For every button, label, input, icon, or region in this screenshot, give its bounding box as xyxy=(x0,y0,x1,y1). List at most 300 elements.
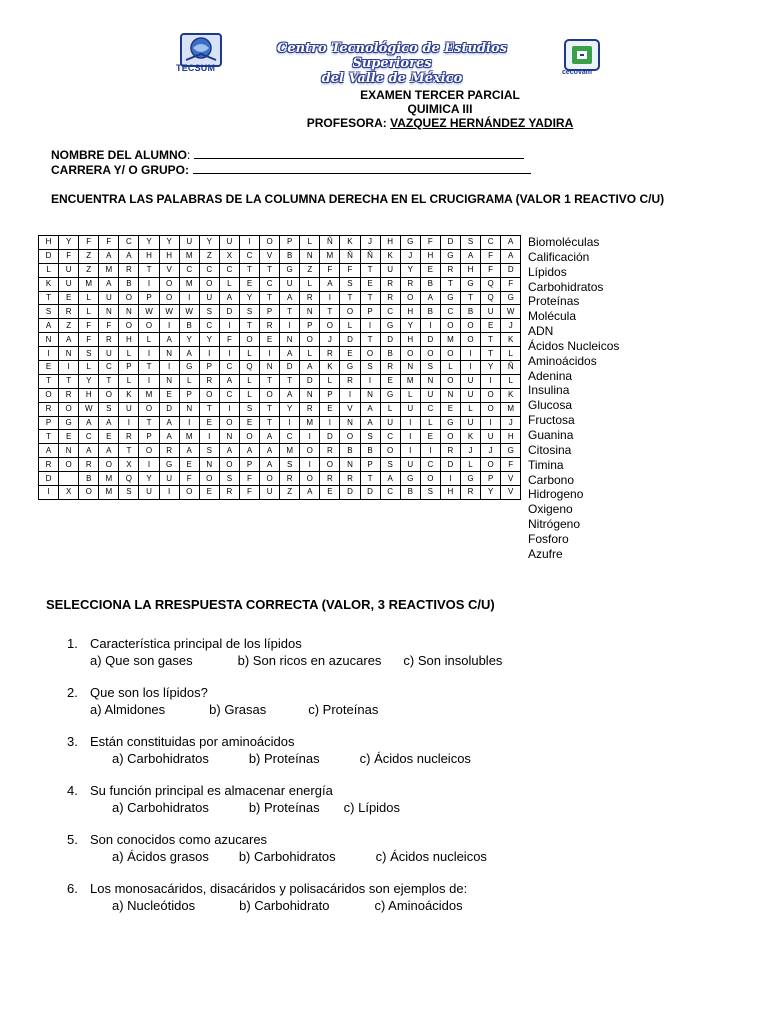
grid-cell: O xyxy=(239,333,259,347)
grid-cell: S xyxy=(39,305,59,319)
grid-cell: S xyxy=(239,305,259,319)
grid-cell: U xyxy=(159,472,179,486)
grid-row xyxy=(39,444,521,458)
grid-cell: N xyxy=(199,458,219,472)
grid-cell: E xyxy=(39,361,59,375)
grid-cell: O xyxy=(119,319,139,333)
grid-cell: E xyxy=(320,402,340,416)
grid-cell: O xyxy=(440,347,460,361)
answer-option[interactable]: b) Carbohidratos xyxy=(238,848,336,864)
grid-cell: Ñ xyxy=(320,236,340,250)
grid-cell: L xyxy=(300,236,320,250)
grid-cell: C xyxy=(440,305,460,319)
question-text: Que son los lípidos? xyxy=(90,685,208,700)
grid-cell: O xyxy=(159,277,179,291)
grid-cell: A xyxy=(360,402,380,416)
grid-cell: M xyxy=(179,430,199,444)
grid-row xyxy=(39,388,521,402)
question-number: 1. xyxy=(67,636,78,651)
question-stem xyxy=(67,783,502,800)
grid-cell: R xyxy=(219,486,239,500)
grid-cell: A xyxy=(501,249,521,263)
grid-cell: T xyxy=(460,291,480,305)
grid-cell: V xyxy=(159,263,179,277)
grid-cell: H xyxy=(139,249,159,263)
grid-cell: U xyxy=(400,458,420,472)
grid-cell: D xyxy=(320,430,340,444)
grid-cell: A xyxy=(99,416,119,430)
word-list-item: Ácidos Nucleicos xyxy=(528,338,620,353)
grid-cell: I xyxy=(260,347,280,361)
grid-cell: I xyxy=(119,416,139,430)
grid-cell: F xyxy=(99,236,119,250)
grid-cell: X xyxy=(59,486,79,500)
grid-cell: N xyxy=(219,430,239,444)
answer-option[interactable]: c) Lípidos xyxy=(343,799,401,815)
grid-cell: T xyxy=(280,305,300,319)
grid-cell: D xyxy=(159,402,179,416)
grid-cell: E xyxy=(481,319,501,333)
question-stem xyxy=(67,636,502,653)
grid-cell: A xyxy=(280,347,300,361)
grid-cell: I xyxy=(420,444,440,458)
grid-cell: U xyxy=(219,236,239,250)
grid-cell: F xyxy=(179,472,199,486)
grid-cell: M xyxy=(320,249,340,263)
grid-cell: L xyxy=(440,361,460,375)
grid-cell: G xyxy=(440,416,460,430)
question-options xyxy=(67,800,502,817)
grid-cell: I xyxy=(159,319,179,333)
grid-cell: I xyxy=(199,430,219,444)
grid-cell: U xyxy=(481,430,501,444)
grid-cell: Q xyxy=(481,277,501,291)
grid-cell: O xyxy=(79,486,99,500)
grid-cell: C xyxy=(380,486,400,500)
grid-cell: I xyxy=(400,416,420,430)
grid-cell: J xyxy=(501,416,521,430)
grid-cell: N xyxy=(440,388,460,402)
grid-cell: O xyxy=(139,444,159,458)
grid-cell: P xyxy=(260,305,280,319)
grid-cell: C xyxy=(260,277,280,291)
grid-cell: L xyxy=(239,388,259,402)
grid-cell: T xyxy=(119,444,139,458)
grid-cell: M xyxy=(501,402,521,416)
grid-cell: A xyxy=(219,291,239,305)
grid-cell: Y xyxy=(239,291,259,305)
group-field xyxy=(51,162,531,177)
grid-cell: Y xyxy=(481,486,501,500)
grid-cell: U xyxy=(460,416,480,430)
grid-cell: G xyxy=(280,263,300,277)
grid-cell: A xyxy=(159,416,179,430)
grid-cell: C xyxy=(280,430,300,444)
grid-cell: L xyxy=(79,305,99,319)
grid-cell: R xyxy=(380,291,400,305)
grid-cell: R xyxy=(159,444,179,458)
grid-cell: U xyxy=(460,388,480,402)
grid-cell: A xyxy=(119,249,139,263)
grid-cell: H xyxy=(159,249,179,263)
answer-option[interactable]: a) Ácidos grasos xyxy=(112,848,209,864)
answer-option[interactable]: b) Carbohidrato xyxy=(239,897,330,913)
grid-cell: M xyxy=(179,277,199,291)
grid-cell: F xyxy=(79,236,99,250)
grid-cell: O xyxy=(300,444,320,458)
grid-cell: R xyxy=(300,402,320,416)
grid-cell: H xyxy=(380,236,400,250)
grid-cell: G xyxy=(400,472,420,486)
grid-cell: P xyxy=(199,361,219,375)
grid-cell: E xyxy=(360,277,380,291)
grid-cell: A xyxy=(179,347,199,361)
grid-cell: U xyxy=(119,402,139,416)
grid-cell: O xyxy=(39,388,59,402)
grid-cell: S xyxy=(420,361,440,375)
grid-cell: T xyxy=(199,402,219,416)
grid-cell: U xyxy=(260,486,280,500)
grid-cell: F xyxy=(481,263,501,277)
grid-cell: S xyxy=(239,402,259,416)
answer-option[interactable]: a) Nucleótidos xyxy=(112,897,196,913)
grid-cell: C xyxy=(179,263,199,277)
wordsearch-instruction: ENCUENTRA LAS PALABRAS DE LA COLUMNA DERECHA EN EL CRUCIGRAMA (VALOR 1 REACTIVO C/U) xyxy=(51,192,665,206)
grid-cell: O xyxy=(460,333,480,347)
grid-cell: R xyxy=(320,347,340,361)
question-item xyxy=(67,685,502,718)
word-list-item: Adenina xyxy=(528,368,573,383)
grid-cell: Q xyxy=(119,472,139,486)
grid-cell: D xyxy=(340,333,360,347)
grid-cell: O xyxy=(440,374,460,388)
grid-cell: U xyxy=(280,277,300,291)
grid-cell: I xyxy=(440,472,460,486)
grid-cell: Ñ xyxy=(360,249,380,263)
grid-cell: I xyxy=(139,347,159,361)
answer-option[interactable]: a) Almidones xyxy=(90,701,166,717)
grid-cell: F xyxy=(320,263,340,277)
grid-cell: N xyxy=(159,347,179,361)
word-list-item: Fosforo xyxy=(528,531,569,546)
grid-cell: Y xyxy=(59,236,79,250)
answer-option[interactable]: c) Aminoácidos xyxy=(374,897,463,913)
grid-cell: O xyxy=(239,430,259,444)
word-list-item: Insulina xyxy=(528,383,570,398)
grid-cell: G xyxy=(440,291,460,305)
exam-title: EXAMEN TERCER PARCIAL xyxy=(360,88,520,102)
question-stem xyxy=(67,832,502,849)
grid-cell: T xyxy=(340,291,360,305)
grid-cell: C xyxy=(199,319,219,333)
grid-cell: L xyxy=(320,374,340,388)
grid-row xyxy=(39,472,521,486)
word-list-item: Citosina xyxy=(528,442,572,457)
grid-cell: A xyxy=(300,361,320,375)
grid-cell: P xyxy=(139,291,159,305)
grid-cell: R xyxy=(460,486,480,500)
grid-cell: W xyxy=(79,402,99,416)
question-item xyxy=(67,832,502,865)
grid-cell: A xyxy=(260,458,280,472)
grid-cell: D xyxy=(440,458,460,472)
grid-cell: L xyxy=(79,291,99,305)
grid-cell: O xyxy=(340,430,360,444)
grid-cell: O xyxy=(400,347,420,361)
grid-cell: R xyxy=(340,472,360,486)
grid-cell: B xyxy=(400,486,420,500)
grid-cell: I xyxy=(179,416,199,430)
grid-cell: E xyxy=(420,263,440,277)
grid-cell: D xyxy=(280,361,300,375)
grid-cell: G xyxy=(460,277,480,291)
grid-cell: O xyxy=(440,430,460,444)
grid-cell: L xyxy=(139,333,159,347)
grid-cell: I xyxy=(420,319,440,333)
exam-subject: QUIMICA III xyxy=(407,102,473,116)
grid-cell: L xyxy=(300,347,320,361)
grid-cell: C xyxy=(79,430,99,444)
grid-cell: U xyxy=(99,291,119,305)
grid-cell: N xyxy=(340,416,360,430)
grid-cell: F xyxy=(219,333,239,347)
grid-cell: Y xyxy=(280,402,300,416)
grid-cell: V xyxy=(340,402,360,416)
grid-cell: C xyxy=(380,305,400,319)
grid-cell: S xyxy=(219,472,239,486)
grid-cell: O xyxy=(481,458,501,472)
grid-cell: M xyxy=(300,416,320,430)
grid-cell: R xyxy=(440,444,460,458)
grid-cell: I xyxy=(139,277,159,291)
grid-row xyxy=(39,374,521,388)
grid-cell: D xyxy=(39,249,59,263)
grid-cell: Y xyxy=(179,333,199,347)
grid-cell: T xyxy=(260,374,280,388)
grid-cell: N xyxy=(99,305,119,319)
grid-cell: Q xyxy=(239,361,259,375)
grid-cell: I xyxy=(300,458,320,472)
grid-cell: F xyxy=(79,319,99,333)
grid-cell: C xyxy=(420,458,440,472)
grid-cell: Ñ xyxy=(501,361,521,375)
grid-cell: O xyxy=(99,388,119,402)
grid-cell: Z xyxy=(59,319,79,333)
question-options xyxy=(67,849,502,866)
grid-cell: R xyxy=(260,319,280,333)
grid-cell: W xyxy=(139,305,159,319)
grid-cell: Y xyxy=(400,263,420,277)
grid-cell: C xyxy=(380,430,400,444)
grid-cell: B xyxy=(79,472,99,486)
grid-cell: U xyxy=(199,291,219,305)
grid-cell: I xyxy=(179,291,199,305)
grid-cell: Y xyxy=(139,236,159,250)
grid-cell: T xyxy=(481,333,501,347)
word-list-item: ADN xyxy=(528,324,554,339)
grid-cell: I xyxy=(360,319,380,333)
answer-option[interactable]: b) Proteínas xyxy=(248,750,320,766)
grid-cell: I xyxy=(481,416,501,430)
question-number: 3. xyxy=(67,734,78,749)
grid-cell: S xyxy=(360,361,380,375)
grid-cell: G xyxy=(440,249,460,263)
grid-cell: S xyxy=(460,236,480,250)
grid-cell: O xyxy=(59,458,79,472)
grid-cell: C xyxy=(219,263,239,277)
student-name-colon: : xyxy=(187,148,191,162)
grid-cell: O xyxy=(179,486,199,500)
grid-cell: T xyxy=(139,361,159,375)
grid-cell: O xyxy=(380,444,400,458)
grid-cell: T xyxy=(139,416,159,430)
grid-cell: C xyxy=(481,236,501,250)
grid-cell: O xyxy=(199,277,219,291)
grid-cell: L xyxy=(501,374,521,388)
student-name-line[interactable] xyxy=(194,147,524,159)
grid-cell: R xyxy=(39,402,59,416)
grid-cell: P xyxy=(119,361,139,375)
grid-cell: M xyxy=(99,486,119,500)
grid-cell: C xyxy=(239,249,259,263)
grid-cell: X xyxy=(119,458,139,472)
word-list-item: Biomoléculas xyxy=(528,235,600,249)
answer-option[interactable]: c) Son insolubles xyxy=(403,652,503,668)
question-number: 5. xyxy=(67,832,78,847)
grid-cell: F xyxy=(340,263,360,277)
question-item xyxy=(67,783,502,816)
grid-cell: M xyxy=(79,277,99,291)
grid-cell: U xyxy=(99,347,119,361)
grid-cell: C xyxy=(420,402,440,416)
answer-option[interactable]: b) Son ricos en azucares xyxy=(237,652,382,668)
grid-cell: R xyxy=(59,305,79,319)
grid-cell: F xyxy=(239,486,259,500)
word-list-item: Azufre xyxy=(528,546,563,561)
grid-cell: S xyxy=(199,444,219,458)
word-list-item: Oxigeno xyxy=(528,502,573,517)
grid-cell: E xyxy=(420,430,440,444)
answer-option[interactable]: b) Grasas xyxy=(209,701,267,717)
grid-cell: O xyxy=(300,333,320,347)
grid-cell: L xyxy=(239,374,259,388)
word-list-item: Calificación xyxy=(528,249,590,264)
answer-option[interactable]: c) Proteínas xyxy=(308,701,379,717)
grid-cell: U xyxy=(481,305,501,319)
grid-cell: A xyxy=(99,249,119,263)
grid-cell: O xyxy=(59,402,79,416)
grid-cell: U xyxy=(400,402,420,416)
grid-cell: H xyxy=(501,430,521,444)
group-line[interactable] xyxy=(193,162,531,174)
grid-row xyxy=(39,263,521,277)
grid-cell: A xyxy=(260,444,280,458)
grid-cell: S xyxy=(199,305,219,319)
grid-cell: A xyxy=(59,333,79,347)
grid-cell: I xyxy=(460,361,480,375)
grid-row xyxy=(39,458,521,472)
grid-cell: M xyxy=(139,388,159,402)
grid-cell: A xyxy=(79,416,99,430)
grid-cell: I xyxy=(39,486,59,500)
question-stem xyxy=(67,734,502,751)
grid-cell: I xyxy=(139,458,159,472)
grid-cell: I xyxy=(280,416,300,430)
grid-cell: C xyxy=(219,361,239,375)
grid-cell: B xyxy=(460,305,480,319)
grid-cell: S xyxy=(420,486,440,500)
grid-cell: T xyxy=(481,347,501,361)
teacher-label: PROFESORA: xyxy=(306,116,387,130)
grid-cell: T xyxy=(260,291,280,305)
grid-cell: C xyxy=(99,361,119,375)
grid-cell: A xyxy=(380,472,400,486)
grid-cell: O xyxy=(320,458,340,472)
answer-option[interactable]: c) Ácidos nucleicos xyxy=(375,848,487,864)
grid-cell: I xyxy=(320,416,340,430)
word-list-item: Glucosa xyxy=(528,398,573,413)
grid-cell: D xyxy=(340,486,360,500)
group-label: CARRERA Y/ O GRUPO: xyxy=(51,163,190,177)
grid-cell: U xyxy=(59,263,79,277)
grid-cell: P xyxy=(280,236,300,250)
grid-cell: I xyxy=(159,361,179,375)
grid-cell: G xyxy=(59,416,79,430)
grid-cell: O xyxy=(400,291,420,305)
grid-cell: M xyxy=(99,472,119,486)
question-number: 6. xyxy=(67,881,78,896)
grid-cell: P xyxy=(360,305,380,319)
grid-cell: M xyxy=(179,249,199,263)
grid-cell: O xyxy=(99,458,119,472)
grid-cell: G xyxy=(159,458,179,472)
answer-option[interactable]: a) Carbohidratos xyxy=(112,750,209,766)
grid-cell: L xyxy=(460,458,480,472)
question-text: Su función principal es almacenar energía xyxy=(90,783,333,798)
grid-cell: L xyxy=(501,347,521,361)
question-item xyxy=(67,636,502,669)
answer-option[interactable]: a) Carbohidratos xyxy=(112,799,209,815)
grid-cell: R xyxy=(400,277,420,291)
grid-cell: L xyxy=(400,388,420,402)
grid-cell: X xyxy=(219,249,239,263)
answer-option[interactable]: c) Ácidos nucleicos xyxy=(359,750,471,766)
grid-cell: A xyxy=(219,444,239,458)
multiple-choice-instruction: SELECCIONA LA RRESPUESTA CORRECTA (VALOR, 3 REACTIVOS C/U) xyxy=(46,597,495,612)
grid-cell: I xyxy=(199,347,219,361)
grid-cell: E xyxy=(59,430,79,444)
grid-cell: R xyxy=(380,361,400,375)
answer-option[interactable]: b) Proteínas xyxy=(248,799,320,815)
grid-cell: B xyxy=(119,277,139,291)
grid-cell: F xyxy=(79,333,99,347)
word-list-item: Nitrógeno xyxy=(528,517,581,532)
grid-cell: T xyxy=(99,374,119,388)
question-options xyxy=(67,702,502,719)
grid-cell: E xyxy=(59,291,79,305)
question-number: 4. xyxy=(67,783,78,798)
grid-cell: V xyxy=(501,472,521,486)
grid-cell: A xyxy=(99,444,119,458)
grid-cell: Z xyxy=(79,249,99,263)
grid-cell: R xyxy=(280,472,300,486)
question-options xyxy=(67,653,502,670)
grid-cell: L xyxy=(380,402,400,416)
grid-cell: U xyxy=(179,236,199,250)
grid-cell: O xyxy=(219,458,239,472)
answer-option[interactable]: a) Que son gases xyxy=(90,652,193,668)
grid-cell: G xyxy=(380,388,400,402)
